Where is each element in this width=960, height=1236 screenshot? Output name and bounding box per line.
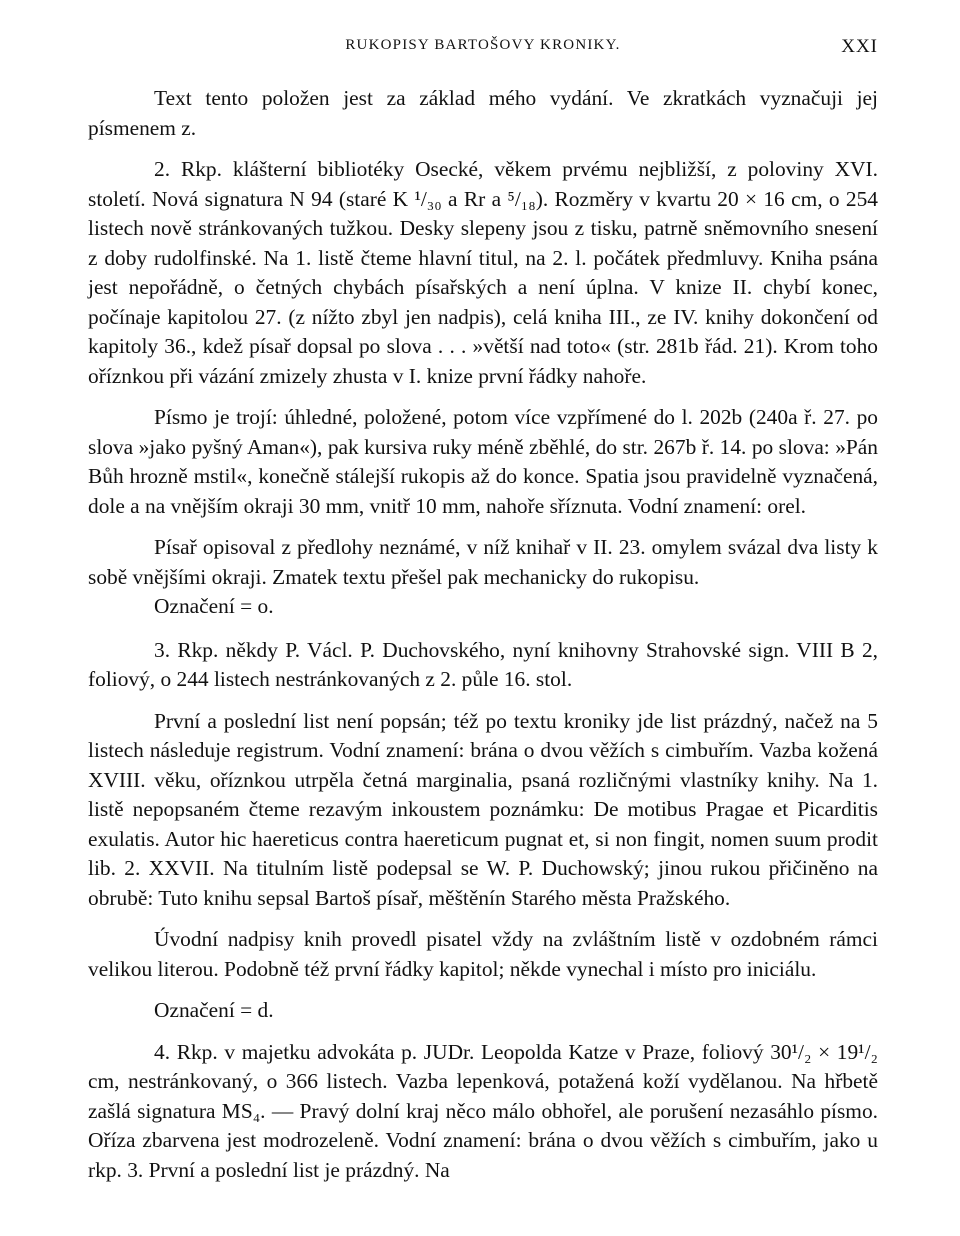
running-head bbox=[88, 37, 878, 61]
paragraph-first-last-leaf: První a poslední list není popsán; též po textu kroniky jde list prázdný, načež na 5 listech následuje registrum. Vodní znamení: brána o dvou věžích s cimbuřím. Vazba kožená XVIII. věku, oříznkou utrpěla četná marginalia, psaná rozličnými vlastníky knihy. Na 1. listě nepopsaném čteme rezavým inkoustem poznámku: De motibus Pragae et Picarditis exulatis. Autor hic haereticus contra haereticum pugnat et, si non fingit, nomen suum prodit lib. 2. XXVII. Na titulním listě podepsal se W. P. Duchowský; jinou rukou přičiněno na obrubě: Tuto knihu sepsal Bartoš písař, měštěnín Starého města Pražského. bbox=[88, 708, 878, 910]
paragraph-manuscript-2: 2. Rkp. klášterní bibliotéky Osecké, věkem prvému nejbližší, z poloviny XVI. století. Nová signatura N 94 (staré K ¹/₃₀ a Rr a ⁵/₁₈). Rozměry v kvartu 20 × 16 cm, o 254 listech nově stránkovaných tužkou. Desky slepeny jsou z tisku, patrně sněmovního snesení z doby rudolfinské. Na 1. listě čteme hlavní titul, na 2. l. počátek předmluvy. Kniha psána jest nepořádně, o četných chybách písařských a není úplna. V knize II. chybí konec, počínaje kapitolou 27. (z nížto zbyl jen nadpis), celá kniha III., ze IV. knihy dokončení od kapitoly 36., kdež písař dopsal po slova . . . »větší nad toto« (str. 281b řád. 21). Krom toho oříznkou při vázání zmizely zhusta v I. knize první řádky nahoře. bbox=[88, 157, 878, 388]
paragraph-designation-o: Označení = o. bbox=[154, 594, 274, 618]
page-number: XXI bbox=[841, 36, 878, 57]
running-title: RUKOPISY BARTOŠOVY KRONIKY. bbox=[345, 37, 621, 53]
paragraph-manuscript-3: 3. Rkp. někdy P. Václ. P. Duchovského, nyní knihovny Strahovské sign. VIII B 2, foliový, o 244 listech nestránkovaných z 2. půle 16. stol. bbox=[88, 637, 878, 691]
paragraph-script-description: Písmo je trojí: úhledné, položené, potom více vzpřímené do l. 202b (240a ř. 27. po slova »jako pyšný Aman«), pak kursiva ruky méně zběhlé, do str. 267b ř. 14. po slova: »Pán Bůh hrozně mstil«, konečně stálejší rukopis až do konce. Spatia jsou pravidelně vyznačená, dole a na vnějším okraji 30 mm, vnitř 10 mm, nahoře sříznuta. Vodní znamení: orel. bbox=[88, 405, 878, 518]
paragraph-book-headings: Úvodní nadpisy knih provedl pisatel vždy na zvláštním listě v ozdobném rámci velikou literou. Podobně též první řádky kapitol; někde vynechal i místo pro iniciálu. bbox=[88, 927, 878, 981]
body-text bbox=[88, 84, 878, 1185]
paragraph-copyist: Písař opisoval z předlohy neznámé, v níž knihař v II. 23. omylem svázal dva listy k sobě vnějšími okraji. Zmatek textu přešel pak mechanicky do rukopisu. bbox=[88, 535, 878, 589]
paragraph-manuscript-4: 4. Rkp. v majetku advokáta p. JUDr. Leopolda Katze v Praze, foliový 30¹/₂ × 19¹/₂ cm, nestránkovaný, o 366 listech. Vazba lepenková, potažená koží vydělanou. Na hřbetě zašlá signatura MS₄. — Pravý dolní kraj něco málo obhořel, ale porušení nezasáhlo písmo. Oříza zbarvena jest modrozeleně. Vodní znamení: brána o dvou věžích s cimbuřím, jako u rkp. 3. První a poslední list je prázdný. Na bbox=[88, 1039, 878, 1182]
paragraph-designation-d: Označení = d. bbox=[154, 998, 274, 1022]
paragraph-intro: Text tento položen jest za základ mého vydání. Ve zkratkách vyznačuji jej písmenem z. bbox=[88, 86, 878, 140]
